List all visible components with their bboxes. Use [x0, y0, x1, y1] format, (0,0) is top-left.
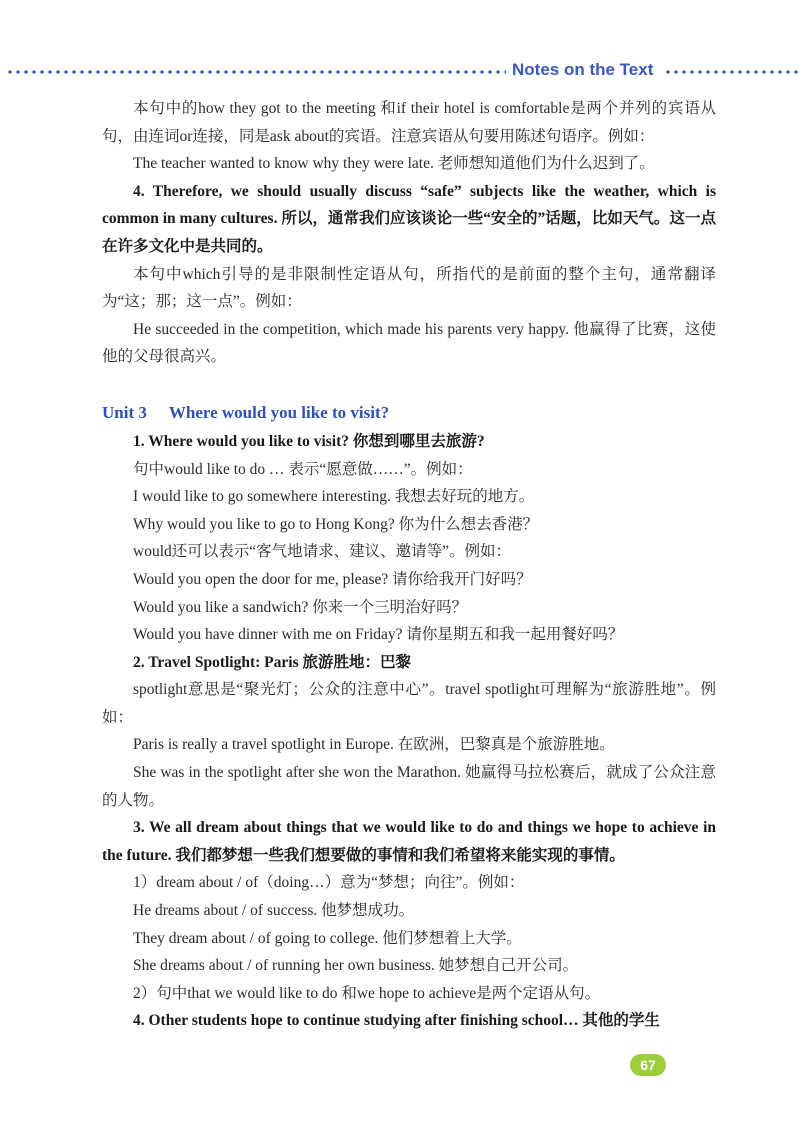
example-sentence: She dreams about / of running her own business. 她梦想自己开公司。	[133, 957, 579, 975]
example-sentence: The teacher wanted to know why they were late. 老师想知道他们为什么迟到了。	[133, 155, 655, 173]
example-sentence: He dreams about / of success. 他梦想成功。	[133, 902, 415, 920]
example-sentence: Paris is really a travel spotlight in Europe. 在欧洲，巴黎真是个旅游胜地。	[133, 736, 615, 754]
paragraph: 本句中的how they got to the meeting 和if their hotel is comfortable是两个并列的宾语从句，由连词or连接，同是ask about的宾语。注意宾语从句要用陈述句语序。例如：	[102, 100, 716, 145]
running-header	[0, 57, 800, 87]
example-sentence: Would you like a sandwich? 你来一个三明治好吗？	[133, 598, 468, 616]
example-sentence: Would you open the door for me, please? 请你给我开门好吗？	[133, 570, 532, 588]
section-title: Notes on the Text	[512, 60, 654, 79]
spacer	[102, 371, 716, 398]
unit-title: Where would you like to visit?	[168, 402, 390, 422]
example-sentence: Would you have dinner with me on Friday? 请你星期五和我一起用餐好吗？	[133, 626, 624, 644]
header-dotted-rule-left	[6, 70, 506, 74]
note-heading: 2. Travel Spotlight: Paris 旅游胜地：巴黎	[133, 653, 411, 671]
unit-heading	[102, 398, 716, 428]
paragraph: 2）句中that we would like to do 和we hope to achieve是两个定语从句。	[133, 984, 601, 1002]
page-body	[102, 95, 716, 1035]
page-number-badge: 67	[630, 1054, 666, 1076]
paragraph: 本句中which引导的是非限制性定语从句，所指代的是前面的整个主句，通常翻译为“这；那；这一点”。例如：	[102, 265, 716, 311]
example-sentence: She was in the spotlight after she won the Marathon. 她赢得马拉松赛后，就成了公众注意的人物。	[102, 764, 716, 809]
example-sentence: I would like to go somewhere interesting. 我想去好玩的地方。	[133, 488, 535, 506]
paragraph: would还可以表示“客气地请求、建议、邀请等”。例如：	[133, 543, 512, 561]
example-sentence: He succeeded in the competition, which made his parents very happy. 他赢得了比赛，这使他的父母很高兴。	[102, 320, 716, 366]
note-heading: 1. Where would you like to visit? 你想到哪里去旅游?	[133, 432, 485, 450]
paragraph: 句中would like to do … 表示“愿意做……”。例如：	[133, 460, 473, 478]
example-sentence: They dream about / of going to college. 他们梦想着上大学。	[133, 929, 522, 947]
note-heading: 4. Other students hope to continue studying after finishing school… 其他的学生	[133, 1012, 660, 1030]
paragraph: 1）dream about / of（doing…）意为“梦想；向往”。例如：	[133, 874, 525, 892]
note-heading: 4. Therefore, we should usually discuss “safe” subjects like the weather, which is common in many cultures. 所以，通常我们应该谈论一些“安全的”话题，比如天气。这一点在许多文化中是共同的。	[102, 182, 716, 255]
note-heading: 3. We all dream about things that we would like to do and things we hope to achieve in the future. 我们都梦想一些我们想要做的事情和我们希望将来能实现的事情。	[102, 819, 716, 864]
example-sentence: Why would you like to go to Hong Kong? 你为什么想去香港？	[133, 515, 539, 533]
header-dotted-rule-right	[664, 70, 800, 74]
unit-number: Unit 3	[102, 402, 147, 422]
paragraph: spotlight意思是“聚光灯；公众的注意中心”。travel spotlight可理解为“旅游胜地”。例如：	[102, 681, 716, 726]
